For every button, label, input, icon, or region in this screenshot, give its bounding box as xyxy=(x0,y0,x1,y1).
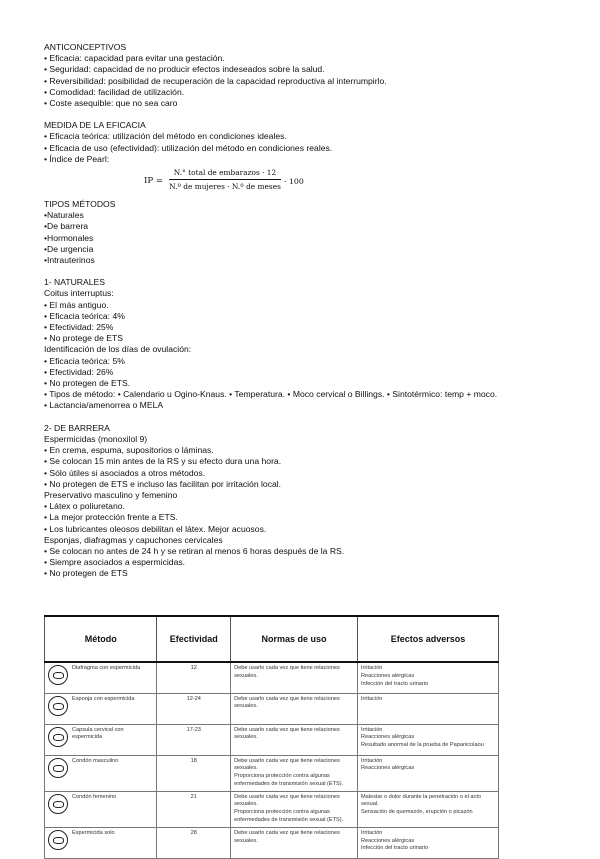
norms-cell: Debe usarlo cada vez que tiene relaciones sexuales. xyxy=(231,724,358,755)
list-item: •Naturales xyxy=(44,210,84,221)
male-condom-icon xyxy=(48,758,68,778)
list-item: •Intrauterinos xyxy=(44,255,95,266)
list-item: • Coste asequible: que no sea caro xyxy=(44,98,178,109)
text-line: Esponjas, diafragmas y capuchones cervicales xyxy=(44,534,223,545)
column-header-metodo: Método xyxy=(45,616,157,662)
list-item: • Seguridad: capacidad de no producir efectos indeseados sobre la salud. xyxy=(44,64,325,75)
section-title-anticonceptivos: ANTICONCEPTIVOS xyxy=(44,42,127,52)
text-line: • Se colocan 15 min antes de la RS y su efecto dura una hora. xyxy=(44,456,282,467)
text-line: Identificación de los días de ovulación: xyxy=(44,344,192,355)
list-item: •De barrera xyxy=(44,221,89,232)
formula-fraction xyxy=(169,167,281,192)
section-title-naturales: 1- NATURALES xyxy=(44,277,105,288)
section-title-eficacia: MEDIDA DE LA EFICACIA xyxy=(44,120,146,131)
text-line: • No protegen de ETS xyxy=(44,568,128,579)
text-line: Preservativo masculino y femenino xyxy=(44,489,178,500)
table-row xyxy=(45,662,499,693)
effects-cell: Irritación Reacciones alérgicas Resultado anormal de la prueba de Papanicolaou xyxy=(357,724,498,755)
formula-denominator: N.º de mujeres · N.º de meses xyxy=(169,182,281,192)
method-name: Capsula cervical con espermicida xyxy=(72,726,124,741)
text-line: • Tipos de método: • Calendario u Ogino-Knaus. • Temperatura. • Moco cervical o Billings. • Sintotérmico: temp + moco. xyxy=(44,389,498,400)
column-header-efectos: Efectos adversos xyxy=(357,616,498,662)
effectiveness-cell: 21 xyxy=(157,791,231,827)
text-line: • Los lubricantes oleosos debilitan el látex. Mejor acuosos. xyxy=(44,523,267,534)
method-name: Diafragma con espermicida xyxy=(72,665,141,671)
effects-cell: Irritación Reacciones alérgicas Infección del tracto urinario xyxy=(357,827,498,858)
text-line: • En crema, espuma, supositorios o láminas. xyxy=(44,445,214,456)
text-line: • Eficacia teórica: 5% xyxy=(44,355,125,366)
effectiveness-cell: 17-23 xyxy=(157,724,231,755)
method-cell xyxy=(45,755,157,791)
table-row xyxy=(45,827,499,858)
effectiveness-cell: 12 xyxy=(157,662,231,693)
text-line: Coitus interruptus: xyxy=(44,288,114,299)
norms-cell: Debe usarlo cada vez que tiene relaciones sexuales. Proporciona protección contra algunas enfermedades de transmisión sexual (ETS). xyxy=(231,791,358,827)
norms-cell: Debe usarlo cada vez que tiene relaciones sexuales. Proporciona protección contra algunas enfermedades de transmisión sexual (ETS). xyxy=(231,755,358,791)
method-name: Espermicida solo xyxy=(72,829,115,836)
effects-cell: Irritación Reacciones alérgicas xyxy=(357,755,498,791)
table-row xyxy=(45,693,499,724)
text-line: • Se colocan no antes de 24 h y se retiran al menos 6 horas después de la RS. xyxy=(44,545,345,556)
section-title-tipos: TIPOS MÉTODOS xyxy=(44,199,116,210)
method-name: Esponja con espermicida xyxy=(72,695,135,702)
table-row xyxy=(45,724,499,755)
female-condom-icon xyxy=(48,794,68,814)
effectiveness-cell: 28 xyxy=(157,827,231,858)
norms-cell: Debe usarlo cada vez que tiene relaciones sexuales. xyxy=(231,693,358,724)
text-line: • Efectividad: 26% xyxy=(44,366,114,377)
list-item: • Eficacia teórica: utilización del método en condiciones ideales. xyxy=(44,131,287,142)
list-item: • Eficacia de uso (efectividad): utilización del método en condiciones reales. xyxy=(44,142,333,153)
list-item: • Eficacia: capacidad para evitar una gestación. xyxy=(44,53,225,64)
effectiveness-cell: 18 xyxy=(157,755,231,791)
formula-numerator: N.° total de embarazos · 12 xyxy=(173,168,277,178)
method-cell xyxy=(45,791,157,827)
text-line: • Siempre asociados a espermicidas. xyxy=(44,557,186,568)
method-name: Condón femenino xyxy=(72,793,117,800)
text-line: • No protege de ETS xyxy=(44,333,123,344)
list-item: • Índice de Pearl: xyxy=(44,153,110,164)
pearl-index-formula xyxy=(44,165,564,199)
text-line: • Efectividad: 25% xyxy=(44,322,114,333)
method-cell xyxy=(45,662,157,693)
text-line: Espermicidas (monoxilol 9) xyxy=(44,433,148,444)
text-line: • Eficacia teórica: 4% xyxy=(44,310,125,321)
norms-cell: Debe usarlo cada vez que tiene relaciones sexuales. xyxy=(231,662,358,693)
effectiveness-cell: 12-24 xyxy=(157,693,231,724)
effects-cell: Malestar o dolor durante la penetración o el acto sexual. Sensación de quemazón, erupción o picazón xyxy=(357,791,498,827)
formula-lhs: IP = xyxy=(144,176,164,187)
effects-cell: Irritación Reacciones alérgicas Infección del tracto urinario xyxy=(357,662,498,693)
spermicide-icon xyxy=(48,830,68,850)
text-line: • Látex o poliuretano. xyxy=(44,501,125,512)
method-cell xyxy=(45,693,157,724)
method-cell xyxy=(45,827,157,858)
list-item: • Comodidad: facilidad de utilización. xyxy=(44,86,185,97)
text-line: • No protegen de ETS e incluso las facilitan por irritación local. xyxy=(44,478,282,489)
formula-factor: · 100 xyxy=(284,177,304,187)
sponge-icon xyxy=(48,696,68,716)
text-line: • El más antiguo. xyxy=(44,299,109,310)
column-header-efectividad: Efectividad xyxy=(157,616,231,662)
list-item: • Reversibilidad: posibilidad de recuperación de la capacidad reproductiva al interrumpirlo. xyxy=(44,75,387,86)
table-row xyxy=(45,755,499,791)
effects-cell: Irritación xyxy=(357,693,498,724)
method-name: Condón masculino xyxy=(72,757,119,764)
table-row xyxy=(45,791,499,827)
list-item: •De urgencia xyxy=(44,243,94,254)
text-line: • Sólo útiles si asociados a otros métodos. xyxy=(44,467,206,478)
text-line: • La mejor protección frente a ETS. xyxy=(44,512,178,523)
norms-cell: Debe usarlo cada vez que tiene relaciones sexuales. xyxy=(231,827,358,858)
list-item: •Hormonales xyxy=(44,232,94,243)
method-cell xyxy=(45,724,157,755)
section-title-barrera: 2- DE BARRERA xyxy=(44,422,110,433)
cervical-cap-icon xyxy=(48,727,68,747)
text-line: • Lactancia/amenorrea o MELA xyxy=(44,400,164,411)
text-line: • No protegen de ETS. xyxy=(44,378,131,389)
methods-table xyxy=(44,615,499,859)
document-body xyxy=(44,42,564,580)
column-header-normas: Normas de uso xyxy=(231,616,358,662)
diaphragm-icon xyxy=(48,665,68,685)
